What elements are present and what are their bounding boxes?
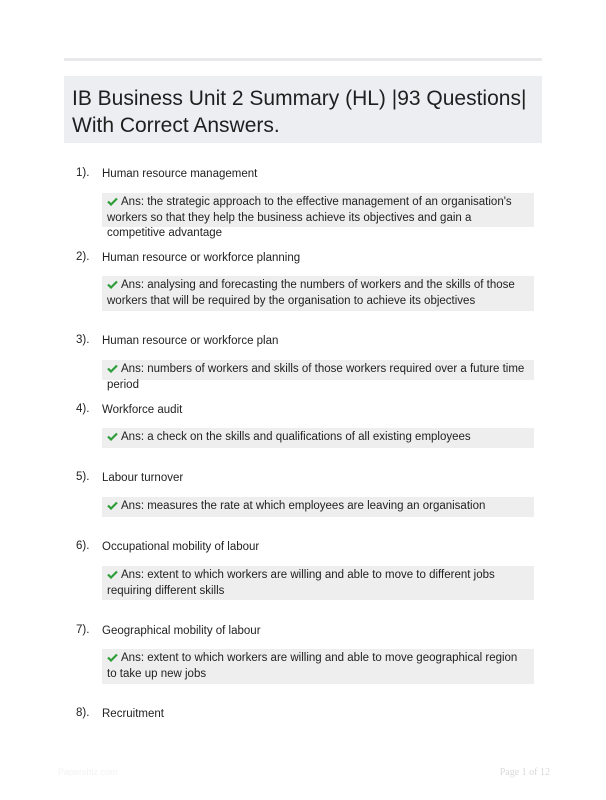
- question-number: 3).: [76, 334, 90, 346]
- answer-box: [102, 193, 534, 239]
- question-term: Workforce audit: [102, 404, 183, 416]
- answer-box: [102, 566, 534, 600]
- top-rule: [64, 58, 542, 61]
- answer-text: Ans: analysing and forecasting the numbers of workers and the skills of those workers that will be required by the organisation to achieve its objectives: [107, 279, 515, 307]
- question-number: 4).: [76, 403, 90, 415]
- answer-text: Ans: the strategic approach to the effective management of an organisation's workers so that they help the business achieve its objectives and gain a competitive advantage: [107, 196, 512, 239]
- title-banner: [64, 76, 542, 143]
- check-icon: [107, 280, 118, 289]
- question-term: Human resource or workforce plan: [102, 335, 279, 347]
- question-term: Recruitment: [102, 708, 164, 720]
- question-term: Labour turnover: [102, 472, 184, 484]
- answer-box: [102, 276, 534, 311]
- question-term: Human resource management: [102, 168, 258, 180]
- check-icon: [107, 501, 118, 510]
- question-number: 8).: [76, 707, 90, 719]
- answer-text: Ans: a check on the skills and qualifications of all existing employees: [121, 431, 471, 443]
- question-number: 2).: [76, 251, 90, 263]
- page-number: Page 1 of 12: [499, 767, 550, 778]
- answer-text: Ans: extent to which workers are willing and able to move to different jobs requiring different skills: [107, 569, 495, 597]
- question-term: Human resource or workforce planning: [102, 252, 301, 264]
- answer-box: [102, 428, 534, 448]
- check-icon: [107, 197, 118, 206]
- question-number: 7).: [76, 624, 90, 636]
- check-icon: [107, 653, 118, 662]
- answer-text: Ans: extent to which workers are willing and able to move geographical region to take up new jobs: [107, 652, 518, 680]
- question-number: 1).: [76, 167, 90, 179]
- question-number: 6).: [76, 540, 90, 552]
- question-term: Geographical mobility of labour: [102, 625, 261, 637]
- answer-text: Ans: numbers of workers and skills of those workers required over a future time period: [107, 363, 525, 391]
- answer-box: [102, 360, 534, 391]
- check-icon: [107, 432, 118, 441]
- question-term: Occupational mobility of labour: [102, 541, 260, 553]
- footer-watermark: Papersbiz.com: [58, 767, 118, 777]
- page-title: IB Business Unit 2 Summary (HL) |93 Questions| With Correct Answers.: [72, 87, 527, 137]
- answer-text: Ans: measures the rate at which employees are leaving an organisation: [121, 500, 486, 512]
- answer-box: [102, 649, 534, 684]
- check-icon: [107, 364, 118, 373]
- check-icon: [107, 570, 118, 579]
- answer-box: [102, 497, 534, 517]
- question-number: 5).: [76, 471, 90, 483]
